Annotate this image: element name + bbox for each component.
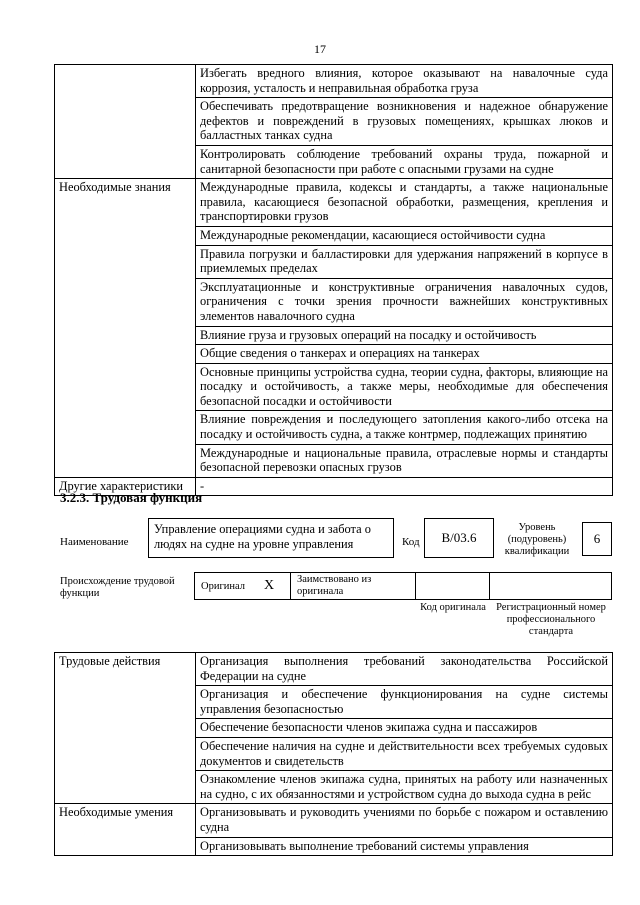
row-item: Организовывать выполнение требований системы управления xyxy=(196,837,613,856)
row-item: Обеспечение наличия на судне и действительности всех требуемых судовых документов и свидетельств xyxy=(196,737,613,770)
code-original-cell xyxy=(416,572,490,600)
row-label xyxy=(55,444,196,477)
table-row xyxy=(55,804,613,837)
row-item: Ознакомление членов экипажа судна, принятых на работу или назначенных на судно, с их обязанностями и устройством судна до выхода судна в рейс xyxy=(196,771,613,804)
reg-number-label: Регистрационный номер профессионального стандарта xyxy=(496,602,606,637)
row-item: Избегать вредного влияния, которое оказывают на навалочные суда коррозия, усталость и неправильная обработка груза xyxy=(196,65,613,98)
row-label xyxy=(55,771,196,804)
row-label xyxy=(55,326,196,345)
table-row xyxy=(55,98,613,146)
table-row xyxy=(55,686,613,719)
table-row xyxy=(55,65,613,98)
borrowed-label: Заимствовано из оригинала xyxy=(297,574,372,597)
table-row xyxy=(55,226,613,245)
table-row xyxy=(55,145,613,178)
row-label: Трудовые действия xyxy=(55,653,196,686)
labor-actions-table xyxy=(54,652,613,856)
table-row xyxy=(55,444,613,477)
row-label xyxy=(55,278,196,326)
table-row xyxy=(55,345,613,364)
row-label xyxy=(55,737,196,770)
row-item: Правила погрузки и балластировки для удержания напряжений в корпусе в приемлемых пределах xyxy=(196,245,613,278)
table-row xyxy=(55,737,613,770)
row-item: Эксплуатационные и конструктивные ограничения навалочных судов, ограничения с точки зрения прочности важнейших конструктивных элементов навалочного судна xyxy=(196,278,613,326)
original-label: Оригинал xyxy=(201,581,245,592)
row-label xyxy=(55,65,196,98)
table-row xyxy=(55,179,613,227)
row-item: Основные принципы устройства судна, теории судна, факторы, влияющие на посадку и остойчивость, а также меры, необходимые для обеспечения безопасной посадки и остойчивости xyxy=(196,363,613,411)
row-label xyxy=(55,245,196,278)
page-number: 17 xyxy=(314,42,326,56)
table-row xyxy=(55,771,613,804)
function-name-box xyxy=(148,518,394,558)
row-item: - xyxy=(196,477,613,496)
row-label xyxy=(55,345,196,364)
row-label xyxy=(55,411,196,444)
table-row xyxy=(55,278,613,326)
row-label xyxy=(55,363,196,411)
row-item: Влияние повреждения и последующего затопления какого-либо отсека на посадку и остойчивость судна, а также контрмер, подлежащих принятию xyxy=(196,411,613,444)
row-label: Необходимые знания xyxy=(55,179,196,227)
row-item: Влияние груза и грузовых операций на посадку и остойчивость xyxy=(196,326,613,345)
row-label xyxy=(55,98,196,146)
section-title: 3.2.3. Трудовая функция xyxy=(60,490,203,505)
row-item: Международные и национальные правила, отраслевые нормы и стандарты безопасной перевозки опасных грузов xyxy=(196,444,613,477)
level-label: Уровень (подуровень) квалификации xyxy=(504,522,570,557)
row-item: Обеспечивать предотвращение возникновения и надежное обнаружение дефектов и повреждений в грузовых помещениях, крышках люков и балластных танках судна xyxy=(196,98,613,146)
origin-label: Происхождение трудовой функции xyxy=(60,576,175,599)
origin-row xyxy=(194,572,612,600)
table-row xyxy=(55,245,613,278)
level-value-box xyxy=(582,522,612,556)
code-original-label: Код оригинала xyxy=(420,602,486,613)
row-label: Необходимые умения xyxy=(55,804,196,837)
row-item: Организация выполнения требований законодательства Российской Федерации на судне xyxy=(196,653,613,686)
name-label: Наименование xyxy=(60,536,129,548)
table-row xyxy=(55,653,613,686)
row-label xyxy=(55,719,196,738)
code-label: Код xyxy=(402,536,420,548)
function-name: Управление операциями судна и забота о людях на судне на уровне управления xyxy=(154,522,371,551)
reg-number-cell xyxy=(490,572,612,600)
row-item: Организовывать и руководить учениями по борьбе с пожаром и оставлению судна xyxy=(196,804,613,837)
row-label xyxy=(55,145,196,178)
row-item: Международные рекомендации, касающиеся остойчивости судна xyxy=(196,226,613,245)
level-value: 6 xyxy=(593,531,601,546)
row-label xyxy=(55,686,196,719)
table-row xyxy=(55,411,613,444)
row-item: Общие сведения о танкерах и операциях на танкерах xyxy=(196,345,613,364)
row-label xyxy=(55,837,196,856)
table-row xyxy=(55,719,613,738)
table-row xyxy=(55,326,613,345)
row-item: Обеспечение безопасности членов экипажа судна и пассажиров xyxy=(196,719,613,738)
table-row xyxy=(55,837,613,856)
row-label: Другие характеристики xyxy=(55,477,196,496)
original-mark: X xyxy=(264,578,275,593)
function-code: B/03.6 xyxy=(441,530,477,545)
row-item: Организация и обеспечение функционирования на судне системы управления безопасностью xyxy=(196,686,613,719)
function-code-box xyxy=(424,518,494,558)
row-label xyxy=(55,226,196,245)
row-item: Контролировать соблюдение требований охраны труда, пожарной и санитарной безопасности при работе с опасными грузами на судне xyxy=(196,145,613,178)
table-row xyxy=(55,363,613,411)
requirements-table-continued xyxy=(54,64,613,496)
row-item: Международные правила, кодексы и стандарты, а также национальные правила, касающиеся безопасной обработки, размещения, крепления и транспортировки грузов xyxy=(196,179,613,227)
